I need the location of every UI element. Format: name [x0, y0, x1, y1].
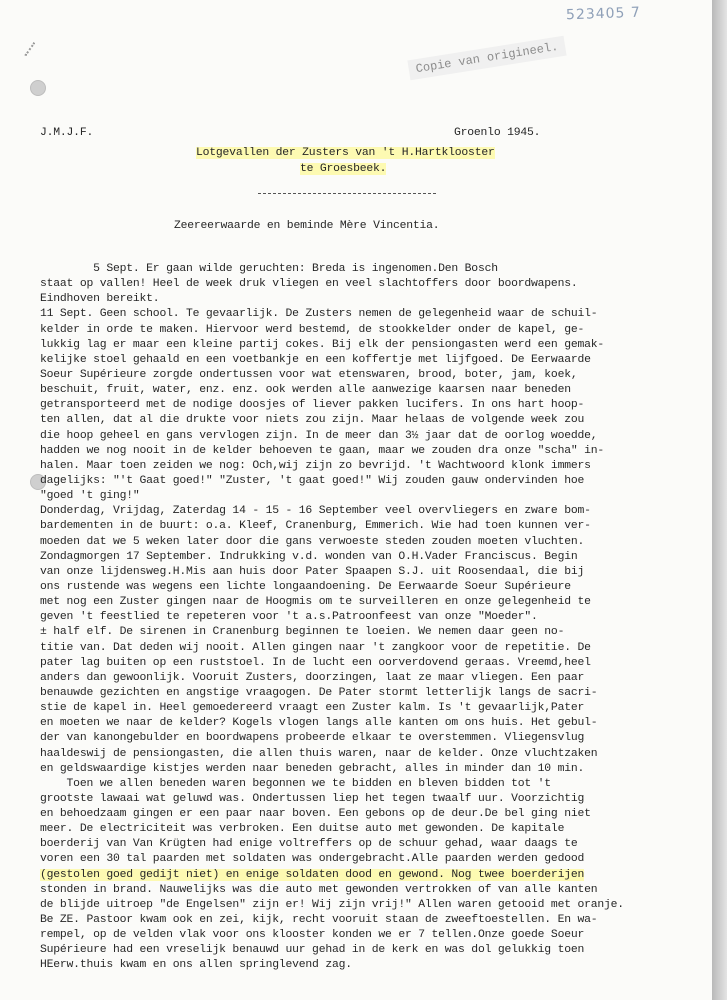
body-line: grootste lawaai wat geluwd was. Ondertussen liep het tegen twaalf uur. Voorzichtig — [40, 792, 585, 805]
punch-hole-icon — [30, 80, 46, 96]
body-line: Supérieure had een vreselijk benauwd uur gehad in de kerk en was dol gelukkig toen — [40, 944, 585, 957]
body-line: stie de kapel in. Heel gemoedereerd vraagt een Zuster kalm. Is 't gevaarlijk,Pater — [40, 702, 585, 715]
body-line: titie van. Dat deden wij nooit. Allen gingen naar 't zangkoor voor de repetitie. De — [40, 641, 591, 654]
body-line: kelijke stoel gehaald en een voetbankje en een koffertje met lijfgoed. De Eerwaarde — [40, 353, 591, 366]
body-line: en behoedzaam gingen er een paar naar boven. Een gebons op de deur.De bel ging niet — [40, 808, 591, 821]
body-line: kelder in orde te maken. Hiervoor werd bestemd, de stookkelder onder de kapel, ge- — [40, 323, 585, 336]
body-line: getransporteerd met de nodige doosjes of liever pakken lucifers. In ons hart hoop- — [40, 399, 585, 412]
body-line: Soeur Supérieure zorgde ondertussen voor wat etenswaren, brood, boter, jam, koek, — [40, 368, 578, 381]
body-line: HEerw.thuis kwam en ons allen springlevend zag. — [40, 959, 352, 972]
document-title-2 — [300, 162, 500, 177]
body-line: Zondagmorgen 17 September. Indrukking v.d. wonden van O.H.Vader Franciscus. Begin — [40, 550, 578, 563]
body-line: geven 't feestlied te repeteren voor 't a.s.Patroonfeest van onze "Moeder". — [40, 611, 538, 624]
body-line: staat op vallen! Heel de week druk vliegen en veel slachtoffers door boordwapens. — [40, 278, 578, 291]
body-line: Toen we allen beneden waren begonnen we te bidden en bleven bidden tot 't — [40, 777, 551, 790]
body-line: meer. De electriciteit was verbroken. Een duitse auto met gewonden. De kapitale — [40, 823, 565, 836]
body-line: beschuit, fruit, water, enz. enz. ook werden alle aanwezige kaarsen naar beneden — [40, 384, 571, 397]
body-line: Be ZE. Pastoor kwam ook en zei, kijk, recht vooruit staan de zweeftoestellen. En wa- — [40, 914, 598, 927]
body-line: anders dan gewoonlijk. Vooruit Zusters, doorzingen, laat ze maar vliegen. Een paar — [40, 671, 585, 684]
archive-number: 523405 7 — [565, 4, 642, 24]
body-line: met nog een Zuster gingen naar de Hoogmis om te surveilleren en onze gelegenheid te — [40, 596, 591, 609]
body-line: dagelijks: "'t Gaat goed!" "Zuster, 't gaat goed!" Wij zouden gauw ondervinden hoe — [40, 474, 585, 487]
body-line: van onze lijdensweg.H.Mis aan huis door Pater Spaapen S.J. uit Roosendaal, die bij — [40, 565, 585, 578]
body-line: lukkig lag er maar een kleine partij cokes. Bij elk der pensiongasten werd een gemak- — [40, 338, 605, 351]
body-line: benauwde gezichten en angstige vraagogen. De Pater stormt letterlijk langs de sacri- — [40, 686, 598, 699]
copy-stamp: Copie van origineel. — [407, 36, 566, 80]
body-line: en geldswaardige kistjes werden naar beneden gebracht, alles in minder dan 10 min. — [40, 762, 585, 775]
salutation: Zeereerwaarde en beminde Mère Vincentia. — [174, 220, 440, 232]
body-line: ons rustende was wegens een lichte longaandoening. De Eerwaarde Soeur Supérieure — [40, 580, 571, 593]
body-line: moeden dat we 5 weken later door die gans verwoeste steden zouden moeten vluchten. — [40, 535, 585, 548]
body-line: 5 Sept. Er gaan wilde geruchten: Breda is ingenomen.Den Bosch — [40, 263, 498, 275]
body-line: ten allen, dat al die drukte voor niets zou zijn. Maar helaas de volgende week zou — [40, 414, 585, 427]
header-place-date: Groenlo 1945. — [454, 127, 541, 139]
body-line: bardementen in de buurt: o.a. Kleef, Cranenburg, Emmerich. Wie had toen kunnen ver- — [40, 520, 591, 533]
body-line: pater lag buiten op een ruststoel. In de lucht een oorverdovend geraas. Vreemd,heel — [40, 656, 591, 669]
body-line: boerderij van Van Krügten had enige voltreffers op de schuur gehad, waar daags te — [40, 838, 578, 851]
document-title — [196, 146, 616, 161]
body-line: de blijde uitroep "de Engelsen" zijn er! Wij zijn vrij!" Allen waren getooid met oranje. — [40, 898, 624, 911]
body-line: hadden we nog nooit in de kelder behoeven te gaan, maar we zouden dra onze "scha" in- — [40, 444, 605, 457]
body-line: halen. Maar toen zeiden we nog: Och,wij zijn zo bevrijd. 't Wachtwoord klonk immers — [40, 459, 591, 472]
body-line — [40, 868, 708, 883]
body-line: "goed 't ging!" — [40, 490, 140, 503]
body-line: voren een 30 tal paarden met soldaten was ondergebracht.Alle paarden werden gedood — [40, 853, 585, 866]
pencil-mark — [24, 42, 43, 62]
title-divider — [258, 193, 436, 194]
body-line: rempel, op de velden vlak voor ons klooster konden we er 7 tellen.Onze goede Soeur — [40, 929, 585, 942]
body-line: 11 Sept. Geen school. Te gevaarlijk. De Zusters nemen de gelegenheid waar de schuil- — [40, 308, 598, 321]
letter-body — [40, 262, 708, 974]
page-edge — [712, 0, 727, 1000]
body-line: Eindhoven bereikt. — [40, 293, 160, 306]
body-line: haaldeswij de pensiongasten, die allen thuis waren, naar de kelder. Onze vluchtzaken — [40, 747, 598, 760]
body-line: stonden in brand. Nauwelijks was die auto met gewonden vertrokken of van alle kanten — [40, 883, 598, 896]
highlighted-phrase: (gestolen goed gedijt niet) en enige soldaten dood en gewond. Nog twee boerderijen — [40, 868, 585, 881]
body-line: en moeten we naar de kelder? Kogels vlogen langs alle kanten om ons huis. Het gebul- — [40, 717, 598, 730]
header-initials: J.M.J.F. — [40, 127, 94, 139]
body-line: Donderdag, Vrijdag, Zaterdag 14 - 15 - 16 September veel overvliegers en zware bom- — [40, 505, 591, 518]
body-line: ± half elf. De sirenen in Cranenburg beginnen te loeien. We nemen daar geen no- — [40, 626, 565, 639]
body-line: der van kanongebulder en boordwapens probeerde elkaar te overstemmen. Vliegensvlug — [40, 732, 585, 745]
body-line: die hoop geheel en gans vervlogen zijn. In de meer dan 3½ jaar dat de oorlog woedde, — [40, 429, 598, 442]
title-line-1: Lotgevallen der Zusters van 't H.Hartklooster — [196, 147, 495, 159]
title-line-2: te Groesbeek. — [300, 163, 387, 175]
